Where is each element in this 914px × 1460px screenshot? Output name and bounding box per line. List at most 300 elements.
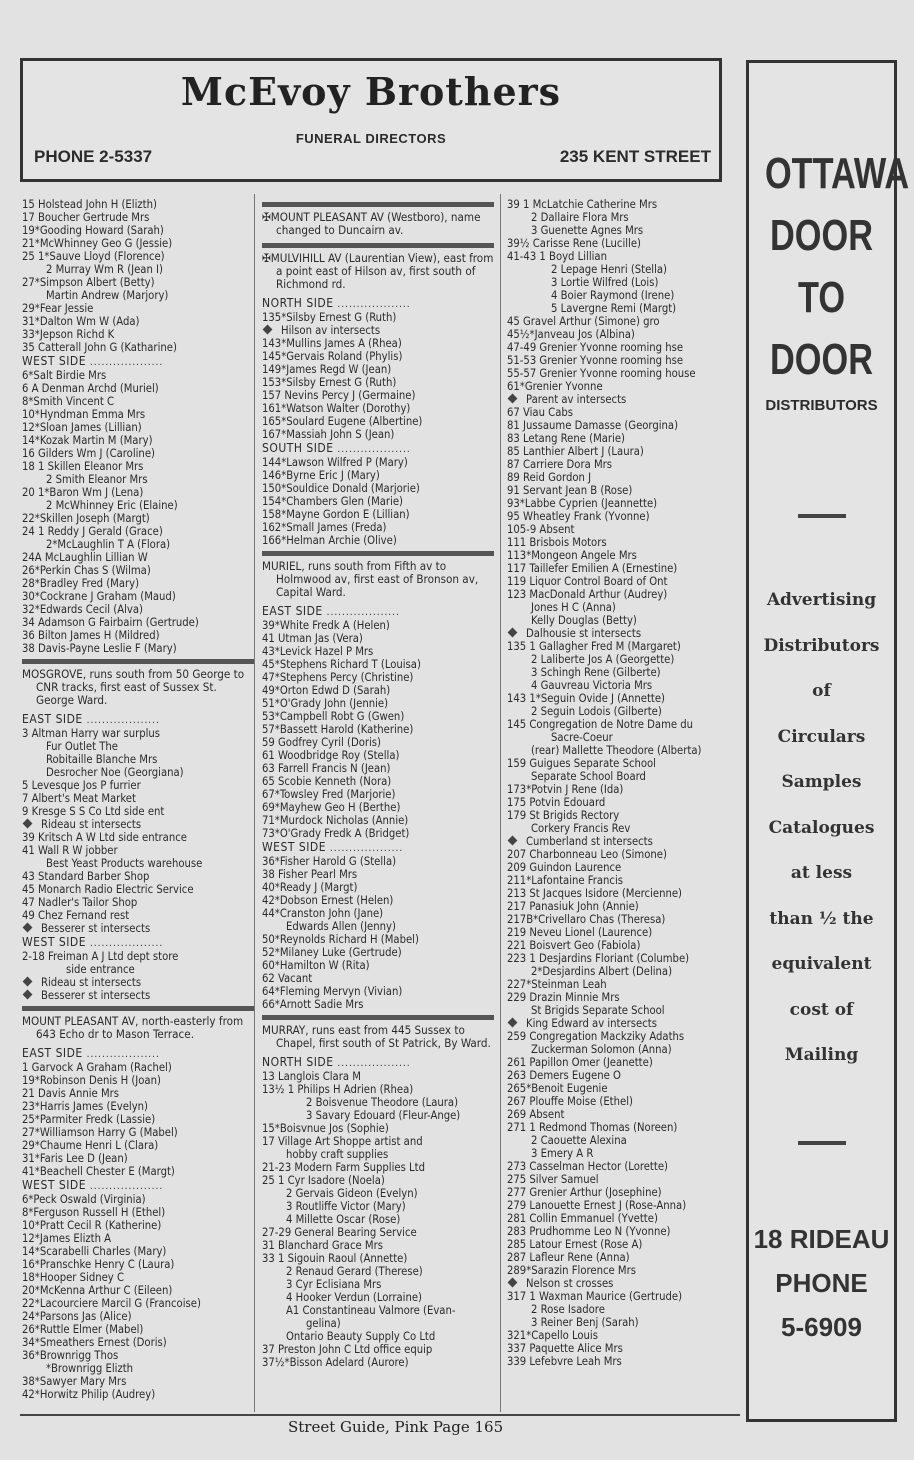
side-heading: WEST SIDE ..... bbox=[262, 841, 494, 855]
directory-entry: St Brigids Separate School bbox=[531, 1004, 665, 1017]
directory-entry: Zuckerman Solomon (Anna) bbox=[531, 1043, 672, 1056]
directory-entry: 154*Chambers Glen (Marie) bbox=[262, 495, 403, 508]
directory-entry: 146*Byrne Eric J (Mary) bbox=[262, 469, 380, 482]
directory-entry: 39½ Carisse Rene (Lucille) bbox=[507, 237, 641, 250]
ad-headline-2: DOOR bbox=[770, 211, 873, 260]
directory-entry: 3 Reiner Benj (Sarah) bbox=[531, 1316, 639, 1329]
directory-entry: 7 Albert's Meat Market bbox=[22, 792, 136, 805]
directory-entry: 117 Taillefer Emilien A (Ernestine) bbox=[507, 562, 678, 575]
directory-entry: 45*Stephens Richard T (Louisa) bbox=[262, 658, 421, 671]
directory-entry: 50*Reynolds Richard H (Mabel) bbox=[262, 933, 419, 946]
ad-phone: 5-6909 bbox=[781, 1311, 862, 1342]
directory-entry: 105-9 Absent bbox=[507, 523, 575, 536]
section-separator bbox=[262, 243, 494, 248]
street-heading: MOUNT PLEASANT AV, north-easterly from 643 Echo dr to Mason Terrace. bbox=[22, 1014, 244, 1041]
directory-entry: 159 Guigues Separate School bbox=[507, 757, 656, 770]
intersection-label: Besserer st intersects bbox=[41, 989, 151, 1002]
directory-entry: Corkery Francis Rev bbox=[531, 822, 631, 835]
directory-entry: 3 Routliffe Victor (Mary) bbox=[286, 1200, 406, 1213]
directory-entry: 143 1*Seguin Ovide J (Annette) bbox=[507, 692, 665, 705]
directory-entry: 40*Ready J (Margt) bbox=[262, 881, 358, 894]
directory-entry: 18 1 Skillen Eleanor Mrs bbox=[22, 460, 144, 473]
diamond-icon bbox=[508, 1278, 518, 1288]
directory-entry: 57*Bassett Harold (Katherine) bbox=[262, 723, 414, 736]
directory-entry: 24*Parsons Jas (Alice) bbox=[22, 1310, 132, 1323]
directory-entry: 158*Mayne Gordon E (Lillian) bbox=[262, 508, 410, 521]
directory-entry: 263 Demers Eugene O bbox=[507, 1069, 621, 1082]
side-heading: WEST SIDE ..... bbox=[22, 355, 254, 369]
directory-entry: 32*Edwards Cecil (Alva) bbox=[22, 603, 143, 616]
directory-entry: 2-18 Freiman A J Ltd dept store bbox=[22, 950, 179, 963]
directory-entry: 25 1 Cyr Isadore (Noela) bbox=[262, 1174, 385, 1187]
directory-entry: 22*Lacourciere Marcil G (Francoise) bbox=[22, 1297, 201, 1310]
directory-entry: 8*Ferguson Russell H (Ethel) bbox=[22, 1206, 166, 1219]
directory-entry: Separate School Board bbox=[531, 770, 646, 783]
directory-entry: 47 Nadler's Tailor Shop bbox=[22, 896, 138, 909]
directory-entry: 42*Horwitz Philip (Audrey) bbox=[22, 1388, 156, 1401]
directory-entry: 31 Blanchard Grace Mrs bbox=[262, 1239, 383, 1252]
ad-headline-3: TO bbox=[797, 273, 846, 322]
directory-entry: 91 Servant Jean B (Rose) bbox=[507, 484, 633, 497]
diamond-icon bbox=[23, 990, 33, 1000]
directory-entry: 53*Campbell Robt G (Gwen) bbox=[262, 710, 405, 723]
directory-entry: 221 Boisvert Geo (Fabiola) bbox=[507, 939, 641, 952]
directory-entry: 25 1*Sauve Lloyd (Florence) bbox=[22, 250, 165, 263]
directory-entry: 62 Vacant bbox=[262, 972, 313, 985]
ad-subtitle: FUNERAL DIRECTORS bbox=[295, 131, 447, 146]
ad-address: 18 RIDEAU bbox=[753, 1223, 890, 1254]
directory-entry: 209 Guindon Laurence bbox=[507, 861, 622, 874]
intersection-row bbox=[507, 627, 739, 640]
directory-entry: 89 Reid Gordon J bbox=[507, 471, 592, 484]
side-heading: EAST SIDE ..... bbox=[22, 1047, 254, 1061]
directory-entry: 161*Watson Walter (Dorothy) bbox=[262, 402, 411, 415]
directory-entry: 21-23 Modern Farm Supplies Ltd bbox=[262, 1161, 425, 1174]
ad-headline-1: OTTAWA bbox=[764, 149, 910, 198]
directory-entry: 123 MacDonald Arthur (Audrey) bbox=[507, 588, 668, 601]
directory-entry: 35 Catterall John G (Katharine) bbox=[22, 341, 177, 354]
ad-phone: PHONE 2-5337 bbox=[34, 147, 153, 166]
directory-entry: 167*Massiah John S (Jean) bbox=[262, 428, 395, 441]
directory-entry: 153*Silsby Ernest G (Ruth) bbox=[262, 376, 397, 389]
directory-entry: 81 Jussaume Damasse (Georgina) bbox=[507, 419, 679, 432]
directory-entry: 61 Woodbridge Roy (Stella) bbox=[262, 749, 400, 762]
directory-entry: 2 Dallaire Flora Mrs bbox=[531, 211, 629, 224]
directory-entry: 37 Preston John C Ltd office equip bbox=[262, 1343, 433, 1356]
ad-body-line: equivalent bbox=[771, 954, 872, 974]
directory-entry: 73*O'Grady Fredk A (Bridget) bbox=[262, 827, 410, 840]
directory-entry: 47*Stephens Percy (Christine) bbox=[262, 671, 414, 684]
directory-entry: 2 Boisvenue Theodore (Laura) bbox=[306, 1096, 459, 1109]
directory-entry: 49 Chez Fernand rest bbox=[22, 909, 130, 922]
directory-entry: 13 Langlois Clara M bbox=[262, 1070, 361, 1083]
ad-brand-name: McEvoy Brothers bbox=[180, 69, 562, 114]
directory-entry: 111 Brisbois Motors bbox=[507, 536, 607, 549]
directory-entry: 8*Smith Vincent C bbox=[22, 395, 115, 408]
directory-entry: 289*Sarazin Florence Mrs bbox=[507, 1264, 636, 1277]
directory-entry: 17 Boucher Gertrude Mrs bbox=[22, 211, 150, 224]
intersection-row bbox=[22, 922, 254, 935]
directory-entry: 38*Sawyer Mary Mrs bbox=[22, 1375, 127, 1388]
directory-entry: 4 Boier Raymond (Irene) bbox=[551, 289, 675, 302]
directory-entry: 27-29 General Bearing Service bbox=[262, 1226, 417, 1239]
directory-entry: 59 Godfrey Cyril (Doris) bbox=[262, 736, 381, 749]
intersection-row bbox=[507, 393, 739, 406]
directory-entry: 229 Drazin Minnie Mrs bbox=[507, 991, 620, 1004]
directory-entry: 45 Gravel Arthur (Simone) gro bbox=[507, 315, 660, 328]
directory-entry: 145*Gervais Roland (Phylis) bbox=[262, 350, 403, 363]
directory-entry: 51*O'Grady John (Jennie) bbox=[262, 697, 389, 710]
side-heading: EAST SIDE ..... bbox=[22, 713, 254, 727]
directory-entry: 66*Arnott Sadie Mrs bbox=[262, 998, 364, 1011]
directory-entry: 143*Mullins James A (Rhea) bbox=[262, 337, 402, 350]
directory-entry: 19*Gooding Howard (Sarah) bbox=[22, 224, 164, 237]
directory-entry: 275 Silver Samuel bbox=[507, 1173, 599, 1186]
directory-entry: 2 Seguin Lodois (Gilberte) bbox=[531, 705, 662, 718]
directory-entry: 162*Small James (Freda) bbox=[262, 521, 387, 534]
ad-body-line: of bbox=[812, 681, 831, 701]
directory-entry: 21*McWhinney Geo G (Jessie) bbox=[22, 237, 173, 250]
directory-entry: 2*McLaughlin T A (Flora) bbox=[46, 538, 171, 551]
directory-entry: Edwards Allen (Jenny) bbox=[286, 920, 396, 933]
street-heading: MOSGROVE, runs south from 50 George to CNR tracks, first east of Sussex St. George Ward. bbox=[22, 667, 245, 707]
directory-entry: 2 Caouette Alexina bbox=[531, 1134, 627, 1147]
directory-entry: 37½*Bisson Adelard (Aurore) bbox=[262, 1356, 409, 1369]
directory-entry: 49*Orton Edwd D (Sarah) bbox=[262, 684, 391, 697]
ad-phone-label: PHONE bbox=[775, 1267, 868, 1298]
footer-rule bbox=[20, 1414, 740, 1416]
directory-entry: 150*Souldice Donald (Marjorie) bbox=[262, 482, 420, 495]
directory-entry: 4 Millette Oscar (Rose) bbox=[286, 1213, 401, 1226]
directory-entry: Sacre-Coeur bbox=[551, 731, 613, 744]
directory-entry: 14*Scarabelli Charles (Mary) bbox=[22, 1245, 167, 1258]
directory-entry: Best Yeast Products warehouse bbox=[46, 857, 203, 870]
side-heading: NORTH SIDE ..... bbox=[262, 297, 494, 311]
directory-entry: 283 Prudhomme Leo N (Yvonne) bbox=[507, 1225, 671, 1238]
column-divider bbox=[254, 194, 255, 1412]
intersection-label: Rideau st intersects bbox=[41, 818, 142, 831]
directory-entry: A1 Constantineau Valmore (Evan- bbox=[286, 1304, 456, 1317]
directory-entry: 3 Lortie Wilfred (Lois) bbox=[551, 276, 659, 289]
directory-entry: 3 Cyr Eclisiana Mrs bbox=[286, 1278, 382, 1291]
ad-body-line: Circulars bbox=[777, 726, 866, 747]
directory-entry: 267 Plouffe Moise (Ethel) bbox=[507, 1095, 633, 1108]
directory-entry: 67 Viau Cabs bbox=[507, 406, 574, 419]
section-separator bbox=[22, 1006, 254, 1011]
directory-entry: 271 1 Redmond Thomas (Noreen) bbox=[507, 1121, 678, 1134]
directory-entry: 30*Cockrane J Graham (Maud) bbox=[22, 590, 176, 603]
directory-entry: 27*Williamson Harry G (Mabel) bbox=[22, 1126, 178, 1139]
directory-entry: 277 Grenier Arthur (Josephine) bbox=[507, 1186, 662, 1199]
directory-entry: 173*Potvin J Rene (Ida) bbox=[507, 783, 624, 796]
directory-column-2 bbox=[262, 198, 494, 1369]
directory-entry: 12*Sloan James (Lillian) bbox=[22, 421, 142, 434]
column-divider bbox=[500, 194, 501, 1412]
intersection-label: Parent av intersects bbox=[526, 393, 627, 406]
directory-entry: *Brownrigg Elizth bbox=[46, 1362, 134, 1375]
directory-entry: 69*Mayhew Geo H (Berthe) bbox=[262, 801, 401, 814]
directory-entry: 41*Beachell Chester E (Margt) bbox=[22, 1165, 175, 1178]
directory-entry: 227*Steinman Leah bbox=[507, 978, 607, 991]
directory-entry: 38 Fisher Pearl Mrs bbox=[262, 868, 358, 881]
directory-entry: 6*Peck Oswald (Virginia) bbox=[22, 1193, 146, 1206]
directory-entry: 135 1 Gallagher Fred M (Margaret) bbox=[507, 640, 681, 653]
directory-entry: 179 St Brigids Rectory bbox=[507, 809, 620, 822]
directory-entry: 166*Helman Archie (Olive) bbox=[262, 534, 397, 547]
directory-entry: 211*Lafontaine Francis bbox=[507, 874, 623, 887]
diamond-icon bbox=[23, 977, 33, 987]
directory-entry: 217B*Crivellaro Chas (Theresa) bbox=[507, 913, 666, 926]
street-heading: MURIEL, runs south from Fifth av to Holmwood av, first east of Bronson av, Capital Ward. bbox=[262, 559, 479, 599]
ad-body-line: at less bbox=[790, 863, 853, 883]
directory-entry: 47-49 Grenier Yvonne rooming hse bbox=[507, 341, 684, 354]
directory-entry: 95 Wheatley Frank (Yvonne) bbox=[507, 510, 650, 523]
directory-entry: 6 A Denman Archd (Muriel) bbox=[22, 382, 159, 395]
directory-entry: 207 Charbonneau Leo (Simone) bbox=[507, 848, 667, 861]
directory-column-1 bbox=[22, 198, 254, 1401]
directory-entry: 259 Congregation Mackziky Adaths bbox=[507, 1030, 685, 1043]
directory-entry: 2 Gervais Gideon (Evelyn) bbox=[286, 1187, 418, 1200]
directory-entry: 317 1 Waxman Maurice (Gertrude) bbox=[507, 1290, 683, 1303]
ad-headline-4: DOOR bbox=[770, 335, 873, 384]
intersection-row bbox=[22, 989, 254, 1002]
intersection-row bbox=[262, 324, 494, 337]
directory-entry: 157 Nevins Percy J (Germaine) bbox=[262, 389, 416, 402]
directory-entry: 33 1 Sigouin Raoul (Annette) bbox=[262, 1252, 408, 1265]
directory-entry: 45½*Janveau Jos (Albina) bbox=[507, 328, 635, 341]
diamond-icon bbox=[23, 923, 33, 933]
diamond-icon bbox=[508, 628, 518, 638]
directory-entry: 29*Chaume Henri L (Clara) bbox=[22, 1139, 159, 1152]
directory-entry: 65 Scobie Kenneth (Nora) bbox=[262, 775, 392, 788]
directory-entry: 39 1 McLatchie Catherine Mrs bbox=[507, 198, 658, 211]
page-footer: Street Guide, Pink Page 165 bbox=[288, 1418, 504, 1436]
directory-entry: 20*McKenna Arthur C (Eileen) bbox=[22, 1284, 173, 1297]
directory-entry: 287 Lafleur Rene (Anna) bbox=[507, 1251, 630, 1264]
directory-entry: 5 Levesque Jos P furrier bbox=[22, 779, 141, 792]
directory-entry: 145 Congregation de Notre Dame du bbox=[507, 718, 694, 731]
street-heading: ✠MOUNT PLEASANT AV (Westboro), name changed to Duncairn av. bbox=[262, 210, 481, 237]
intersection-row bbox=[22, 818, 254, 831]
directory-entry: 12*James Elizth A bbox=[22, 1232, 112, 1245]
directory-entry: 27*Simpson Albert (Betty) bbox=[22, 276, 155, 289]
intersection-row bbox=[507, 1277, 739, 1290]
ad-body-line: Advertising bbox=[766, 590, 877, 610]
intersection-label: Nelson st crosses bbox=[526, 1277, 614, 1290]
directory-entry: 2 Lepage Henri (Stella) bbox=[551, 263, 667, 276]
side-heading: SOUTH SIDE ..... bbox=[262, 442, 494, 456]
directory-entry: 223 1 Desjardins Floriant (Columbe) bbox=[507, 952, 690, 965]
section-separator bbox=[262, 551, 494, 556]
directory-entry: 24A McLaughlin Lillian W bbox=[22, 551, 148, 564]
directory-entry: 5 Lavergne Remi (Margt) bbox=[551, 302, 677, 315]
directory-entry: 2 Rose Isadore bbox=[531, 1303, 605, 1316]
directory-entry: gelina) bbox=[306, 1317, 341, 1330]
directory-entry: 113*Mongeon Angele Mrs bbox=[507, 549, 637, 562]
section-separator bbox=[22, 659, 254, 664]
directory-entry: Jones H C (Anna) bbox=[531, 601, 616, 614]
directory-entry: 25*Parmiter Fredk (Lassie) bbox=[22, 1113, 156, 1126]
directory-entry: 6*Salt Birdie Mrs bbox=[22, 369, 107, 382]
directory-entry: 2 McWhinney Eric (Elaine) bbox=[46, 499, 178, 512]
directory-entry: 28*Bradley Fred (Mary) bbox=[22, 577, 140, 590]
directory-entry: 2 Smith Eleanor Mrs bbox=[46, 473, 148, 486]
ad-address: 235 KENT STREET bbox=[559, 147, 711, 166]
diamond-icon bbox=[23, 819, 33, 829]
directory-entry: 3 Altman Harry war surplus bbox=[22, 727, 161, 740]
directory-entry: 3 Guenette Agnes Mrs bbox=[531, 224, 644, 237]
ad-body-line: Samples bbox=[781, 772, 862, 792]
side-heading: NORTH SIDE ..... bbox=[262, 1056, 494, 1070]
directory-entry: 60*Hamilton W (Rita) bbox=[262, 959, 370, 972]
directory-entry: Robitaille Blanche Mrs bbox=[46, 753, 158, 766]
directory-entry: 26*Ruttle Elmer (Mabel) bbox=[22, 1323, 144, 1336]
directory-entry: 321*Capello Louis bbox=[507, 1329, 598, 1342]
directory-entry: 45 Monarch Radio Electric Service bbox=[22, 883, 194, 896]
directory-entry: 20 1*Baron Wm J (Lena) bbox=[22, 486, 144, 499]
directory-entry: 339 Lefebvre Leah Mrs bbox=[507, 1355, 622, 1368]
directory-entry: side entrance bbox=[66, 963, 135, 976]
directory-entry: Fur Outlet The bbox=[46, 740, 118, 753]
directory-entry: 3 Emery A R bbox=[531, 1147, 594, 1160]
intersection-label: Besserer st intersects bbox=[41, 922, 151, 935]
directory-entry: 4 Hooker Verdun (Lorraine) bbox=[286, 1291, 422, 1304]
directory-entry: 10*Hyndman Emma Mrs bbox=[22, 408, 146, 421]
diamond-icon bbox=[508, 836, 518, 846]
ad-body-line: than ½ the bbox=[769, 908, 874, 929]
diamond-icon bbox=[508, 1018, 518, 1028]
intersection-row bbox=[507, 1017, 739, 1030]
mcevoy-brothers-ad bbox=[20, 58, 722, 182]
directory-entry: 36*Fisher Harold G (Stella) bbox=[262, 855, 397, 868]
intersection-label: Rideau st intersects bbox=[41, 976, 142, 989]
directory-entry: 36 Bilton James H (Mildred) bbox=[22, 629, 160, 642]
section-separator bbox=[262, 202, 494, 207]
directory-entry: 34*Smeathers Ernest (Doris) bbox=[22, 1336, 167, 1349]
directory-column-3 bbox=[507, 198, 739, 1368]
directory-entry: 33*Jepson Richd K bbox=[22, 328, 115, 341]
directory-entry: 22*Skillen Joseph (Margt) bbox=[22, 512, 150, 525]
directory-entry: 149*James Regd W (Jean) bbox=[262, 363, 392, 376]
directory-entry: 42*Dobson Ernest (Helen) bbox=[262, 894, 394, 907]
directory-entry: 269 Absent bbox=[507, 1108, 565, 1121]
directory-entry: 36*Brownrigg Thos bbox=[22, 1349, 119, 1362]
directory-entry: 16*Pranschke Henry C (Laura) bbox=[22, 1258, 175, 1271]
directory-entry: (rear) Mallette Theodore (Alberta) bbox=[531, 744, 702, 757]
directory-entry: 83 Letang Rene (Marie) bbox=[507, 432, 625, 445]
directory-entry: 144*Lawson Wilfred P (Mary) bbox=[262, 456, 408, 469]
directory-entry: 16 Gilders Wm J (Caroline) bbox=[22, 447, 155, 460]
section-separator bbox=[262, 1015, 494, 1020]
directory-entry: Ontario Beauty Supply Co Ltd bbox=[286, 1330, 436, 1343]
directory-entry: 4 Gauvreau Victoria Mrs bbox=[531, 679, 653, 692]
directory-entry: 43 Standard Barber Shop bbox=[22, 870, 150, 883]
directory-entry: 29*Fear Jessie bbox=[22, 302, 94, 315]
directory-entry: 15 Holstead John H (Elizth) bbox=[22, 198, 157, 211]
directory-entry: 285 Latour Ernest (Rose A) bbox=[507, 1238, 643, 1251]
directory-entry: 281 Collin Emmanuel (Yvette) bbox=[507, 1212, 658, 1225]
directory-entry: 2*Desjardins Albert (Delina) bbox=[531, 965, 673, 978]
ad-body-line: cost of bbox=[789, 999, 854, 1020]
side-heading: WEST SIDE ..... bbox=[22, 1179, 254, 1193]
directory-entry: 273 Casselman Hector (Lorette) bbox=[507, 1160, 668, 1173]
ad-subhead: DISTRIBUTORS bbox=[765, 397, 878, 414]
directory-entry: 17 Village Art Shoppe artist and bbox=[262, 1135, 423, 1148]
directory-entry: 44*Cranston John (Jane) bbox=[262, 907, 384, 920]
directory-entry: 21 Davis Annie Mrs bbox=[22, 1087, 120, 1100]
ad-body-line: Catalogues bbox=[768, 817, 875, 838]
directory-entry: 24 1 Reddy J Gerald (Grace) bbox=[22, 525, 163, 538]
directory-entry: 31*Dalton Wm W (Ada) bbox=[22, 315, 140, 328]
directory-entry: 19*Robinson Denis H (Joan) bbox=[22, 1074, 161, 1087]
directory-entry: 3 Schingh Rene (Gilberte) bbox=[531, 666, 661, 679]
directory-entry: 14*Kozak Martin M (Mary) bbox=[22, 434, 153, 447]
directory-entry: Desrocher Noe (Georgiana) bbox=[46, 766, 184, 779]
directory-entry: 41-43 1 Boyd Lillian bbox=[507, 250, 607, 263]
directory-entry: 135*Silsby Ernest G (Ruth) bbox=[262, 311, 397, 324]
ad-body-line: Distributors bbox=[763, 635, 880, 656]
directory-entry: 217 Panasiuk John (Annie) bbox=[507, 900, 639, 913]
directory-entry: 1 Garvock A Graham (Rachel) bbox=[22, 1061, 172, 1074]
directory-entry: 34 Adamson G Fairbairn (Gertrude) bbox=[22, 616, 199, 629]
side-heading: WEST SIDE ..... bbox=[22, 936, 254, 950]
directory-entry: 23*Harris James (Evelyn) bbox=[22, 1100, 148, 1113]
directory-entry: 213 St Jacques Isidore (Mercienne) bbox=[507, 887, 682, 900]
directory-entry: 71*Murdock Nicholas (Annie) bbox=[262, 814, 409, 827]
directory-entry: 165*Soulard Eugene (Albertine) bbox=[262, 415, 423, 428]
directory-entry: 87 Carriere Dora Mrs bbox=[507, 458, 613, 471]
street-heading: ✠MULVIHILL AV (Laurentian View), east from a point east of Hilson av, first south of Richmond rd. bbox=[262, 251, 494, 291]
ottawa-door-to-door-ad bbox=[746, 60, 910, 1422]
directory-entry: 51-53 Grenier Yvonne rooming hse bbox=[507, 354, 684, 367]
directory-entry: 55-57 Grenier Yvonne rooming house bbox=[507, 367, 696, 380]
directory-entry: 41 Wall R W jobber bbox=[22, 844, 118, 857]
directory-entry: 261 Papillon Omer (Jeanette) bbox=[507, 1056, 653, 1069]
directory-entry: 85 Lanthier Albert J (Laura) bbox=[507, 445, 644, 458]
directory-entry: 63 Farrell Francis N (Jean) bbox=[262, 762, 391, 775]
directory-entry: 18*Hooper Sidney C bbox=[22, 1271, 124, 1284]
directory-entry: 2 Murray Wm R (Jean I) bbox=[46, 263, 163, 276]
ad-body-line: Mailing bbox=[784, 1045, 859, 1065]
intersection-row bbox=[22, 976, 254, 989]
directory-entry: 38 Davis-Payne Leslie F (Mary) bbox=[22, 642, 177, 655]
directory-entry: 26*Perkin Chas S (Wilma) bbox=[22, 564, 151, 577]
directory-entry: 13½ 1 Philips H Adrien (Rhea) bbox=[262, 1083, 414, 1096]
directory-entry: 119 Liquor Control Board of Ont bbox=[507, 575, 668, 588]
directory-entry: 279 Lanouette Ernest J (Rose-Anna) bbox=[507, 1199, 687, 1212]
directory-entry: 10*Pratt Cecil R (Katherine) bbox=[22, 1219, 162, 1232]
directory-entry: 43*Levick Hazel P Mrs bbox=[262, 645, 374, 658]
directory-entry: Kelly Douglas (Betty) bbox=[531, 614, 637, 627]
directory-entry: 175 Potvin Edouard bbox=[507, 796, 606, 809]
side-heading: EAST SIDE ..... bbox=[262, 605, 494, 619]
directory-entry: 337 Paquette Alice Mrs bbox=[507, 1342, 623, 1355]
intersection-label: Hilson av intersects bbox=[281, 324, 381, 337]
directory-entry: 15*Boisvnue Jos (Sophie) bbox=[262, 1122, 389, 1135]
directory-entry: 39*White Fredk A (Helen) bbox=[262, 619, 390, 632]
directory-entry: 265*Benoit Eugenie bbox=[507, 1082, 608, 1095]
directory-entry: 31*Faris Lee D (Jean) bbox=[22, 1152, 128, 1165]
directory-entry: Martin Andrew (Marjory) bbox=[46, 289, 169, 302]
directory-entry: 219 Neveu Lionel (Laurence) bbox=[507, 926, 653, 939]
directory-entry: 9 Kresge S S Co Ltd side ent bbox=[22, 805, 165, 818]
directory-entry: 61*Grenier Yvonne bbox=[507, 380, 603, 393]
intersection-label: King Edward av intersects bbox=[526, 1017, 657, 1030]
intersection-row bbox=[507, 835, 739, 848]
diamond-icon bbox=[508, 394, 518, 404]
directory-entry: 3 Savary Edouard (Fleur-Ange) bbox=[306, 1109, 461, 1122]
intersection-label: Dalhousie st intersects bbox=[526, 627, 642, 640]
